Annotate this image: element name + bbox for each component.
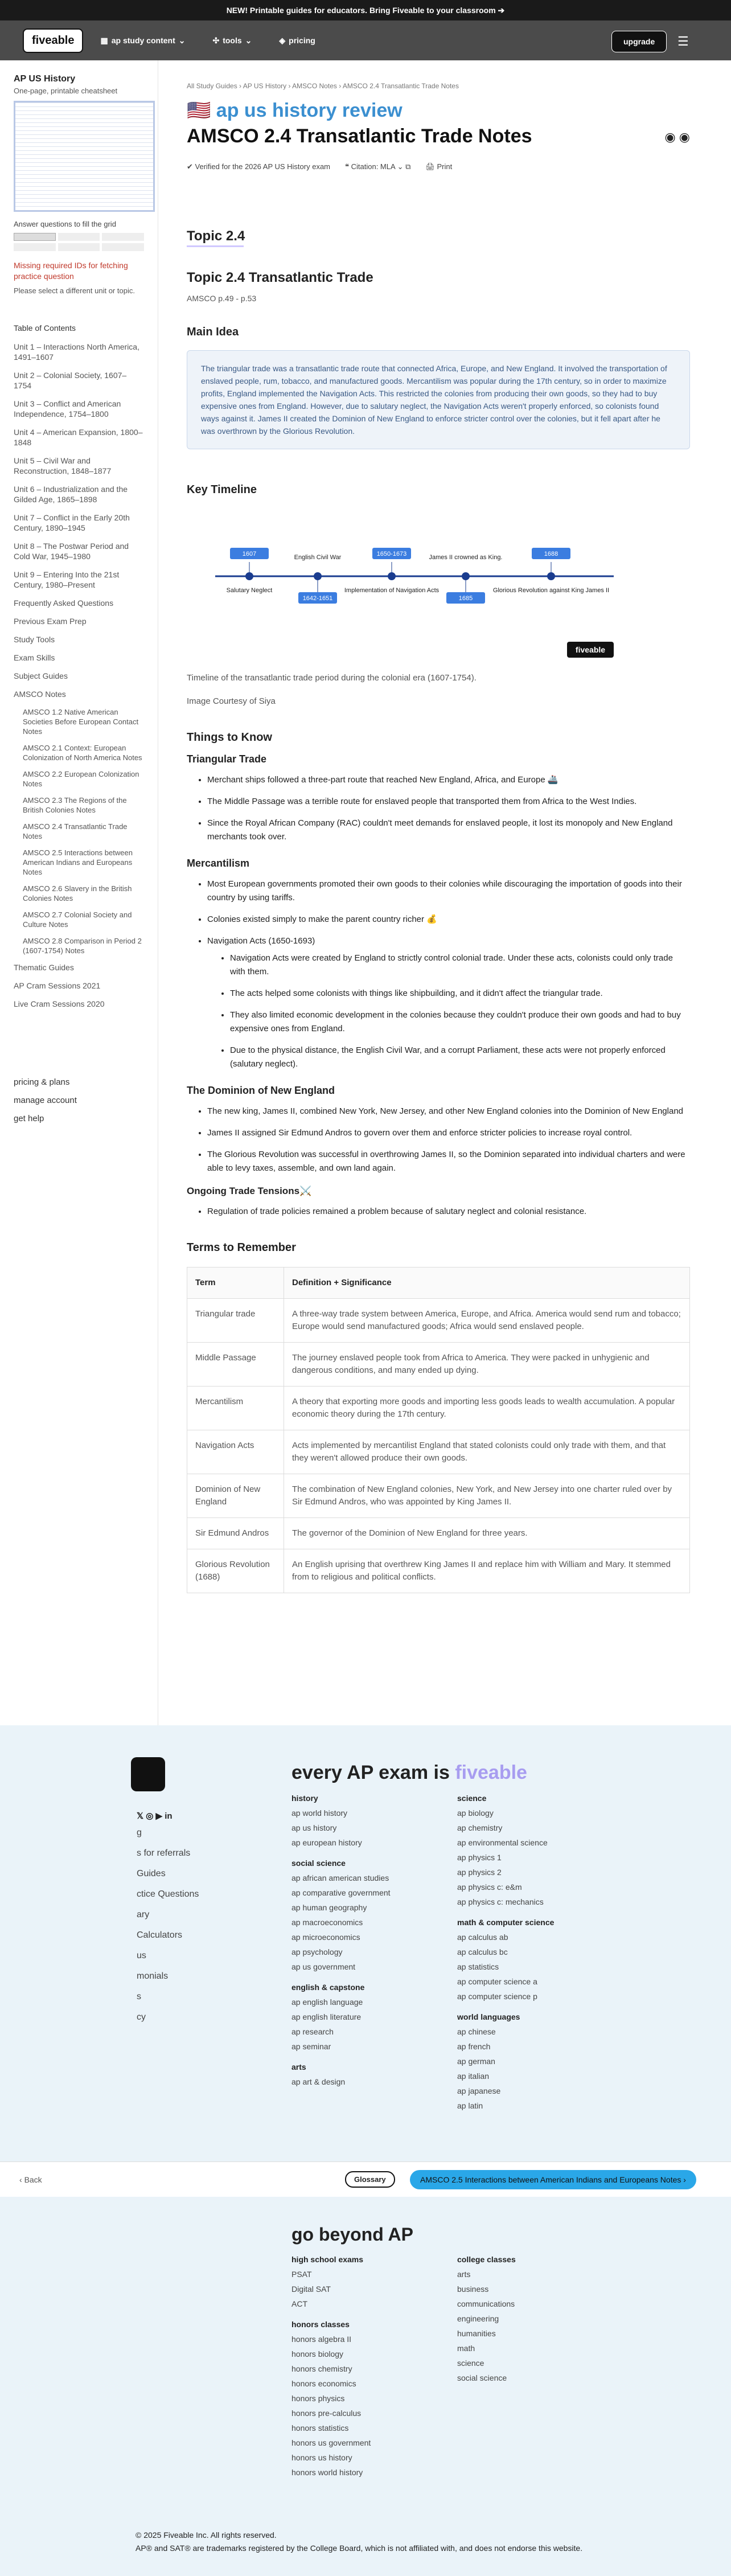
toc-item[interactable]: Unit 3 – Conflict and American Independence, 1754–1800 [14,399,121,419]
top-nav [0,20,731,60]
footer-col-heading: high school exams [291,2255,364,2264]
next-topic-button[interactable]: AMSCO 2.5 Interactions between American Indians and Europeans Notes › [410,2170,696,2189]
timeline-year: 1685 [458,595,473,602]
footer-left-link[interactable]: ctice Questions [137,1889,199,1899]
footer-link[interactable]: ap us history [291,1823,337,1832]
table-row [187,1299,690,1343]
footer-link[interactable]: ap research [291,2027,334,2036]
term-cell: Glorious Revolution (1688) [187,1549,284,1593]
toc-item[interactable]: Unit 5 – Civil War and Reconstruction, 1848–1877 [14,456,112,475]
footer-link[interactable]: ap physics c: e&m [457,1882,522,1892]
footer-link[interactable]: ap world history [291,1808,348,1818]
footer-link[interactable]: honors biology [291,2349,344,2358]
term-cell: Dominion of New England [187,1474,284,1518]
timeline-heading: Key Timeline [187,483,257,496]
help-link[interactable]: get help [14,1114,44,1123]
toc-subitem[interactable]: AMSCO 2.8 Comparison in Period 2 (1607-1754) Notes [23,937,142,955]
tag-icon: ◈ [279,35,286,45]
list-item: • Most European governments promoted their own goods to their colonies while discouraging the importation of goods into their country by using tariffs. [207,877,690,905]
merc-list [187,877,690,948]
definition-cell: A theory that exporting more goods and importing less goods leads to wealth accumulation. A popular economic theory during the 17th century. [284,1387,690,1430]
timeline-label: Implementation of Navigation Acts [344,587,440,594]
error-text: Missing required IDs for fetching practice question [14,261,128,281]
chevron-down-icon: ⌄ [245,35,252,45]
meta-bar [187,162,690,171]
toc-item[interactable]: Exam Skills [14,653,55,662]
footer-left-link[interactable]: g [137,1828,142,1837]
footer-col-2 [457,1782,554,2116]
know-heading: Things to Know [187,731,272,744]
main-content [187,60,690,1593]
footer-link[interactable]: humanities [457,2329,496,2338]
copyright: © 2025 Fiveable Inc. All rights reserved. [135,2530,277,2540]
footer-link[interactable]: ap japanese [457,2086,501,2095]
footer-link[interactable]: ap african american studies [291,1873,389,1882]
list-item: • Regulation of trade policies remained a problem because of salutary neglect and colonial resistance. [207,1205,690,1219]
list-item: • Colonies existed simply to make the parent country richer 💰 [207,913,690,926]
image-credit: Image Courtesy of Siya [187,696,276,706]
table-row [187,1474,690,1518]
footer-link[interactable]: engineering [457,2314,499,2323]
footer-link[interactable]: business [457,2284,489,2294]
footer-heading: every AP exam is fiveable [291,1762,527,1783]
tri-list [187,773,690,844]
dom-list [187,1105,690,1175]
toc-item[interactable]: Subject Guides [14,671,68,680]
toc-subitem[interactable]: AMSCO 1.2 Native American Societies Before European Contact Notes [23,708,139,736]
page-range: AMSCO p.49 - p.53 [187,294,257,303]
upgrade-button[interactable]: upgrade [611,31,667,52]
footer-link[interactable]: ap chemistry [457,1823,503,1832]
footer-col-3 [291,2243,371,2483]
nav-study-content[interactable]: ▦ ap study content ⌄ [100,35,186,45]
list-item: • Merchant ships followed a three-part route that reached New England, Africa, and Europe 🚢 [207,773,690,787]
toc-subitem[interactable]: AMSCO 2.4 Transatlantic Trade Notes [23,822,128,840]
footer-link[interactable]: ap environmental science [457,1838,548,1847]
footer-col-1 [291,1782,391,2092]
toc-subitem[interactable]: AMSCO 2.2 European Colonization Notes [23,770,139,788]
page-title: AMSCO 2.4 Transatlantic Trade Notes [187,125,532,147]
timeline-svg [187,519,688,673]
citation-select[interactable]: ❝ Citation: MLA ⌄ ⧉ [345,162,411,171]
footer-link[interactable]: ap english literature [291,2012,362,2021]
footer-link[interactable]: honors economics [291,2379,356,2388]
footer-link[interactable]: ap computer science a [457,1977,537,1986]
social-icons[interactable]: 𝕏 ◎ ▶ in [137,1811,173,1821]
toc-list [14,342,144,1009]
footer-left-link[interactable]: s for referrals [137,1848,191,1858]
footer-heading-2: go beyond AP [291,2224,413,2245]
footer-link[interactable]: ap calculus bc [457,1947,508,1956]
footer-link[interactable]: honors chemistry [291,2364,352,2373]
definition-cell: The journey enslaved people took from Africa to America. They were packed in unhygienic and dangerous conditions, and many ended up dying. [284,1343,690,1387]
toc-subitem[interactable]: AMSCO 2.1 Context: European Colonization of North America Notes [23,744,142,762]
footer-col-heading: honors classes [291,2320,350,2329]
footer-link[interactable]: PSAT [291,2270,312,2279]
footer-col-heading: science [457,1794,487,1803]
list-item: • The Middle Passage was a terrible route for enslaved people that transported them from Africa to the West Indies. [207,795,690,809]
footer-left-link[interactable]: ary [137,1910,150,1919]
timeline-label: Salutary Neglect [226,587,273,594]
footer-link[interactable]: ap art & design [291,2077,346,2086]
footer-link[interactable]: science [457,2358,484,2368]
footer-link[interactable]: ap latin [457,2101,483,2110]
select-text: Please select a different unit or topic. [14,286,135,295]
def-col: Definition + Significance [284,1268,690,1299]
dom-heading: The Dominion of New England [187,1085,335,1096]
print-button[interactable]: 🖨 Print [425,162,453,171]
footer-col-heading: english & capstone [291,1983,365,1992]
grid-label: Answer questions to fill the grid [14,220,116,228]
announcement-banner[interactable]: NEW! Printable guides for educators. Bring Fiveable to your classroom ➔ [0,0,731,20]
footer-link[interactable]: ap seminar [291,2042,331,2051]
toc-item[interactable]: Frequently Asked Questions [14,598,114,608]
footer-link[interactable]: ap french [457,2042,491,2051]
sidebar-links [14,1077,144,1124]
glossary-button[interactable]: Glossary [345,2171,395,2188]
footer-left-links [137,1828,199,2033]
toc-subitem[interactable]: AMSCO 2.6 Slavery in the British Colonies Notes [23,884,132,903]
share-icons[interactable]: ◉ ◉ [664,130,690,144]
breadcrumb[interactable]: All Study Guides › AP US History › AMSCO Notes › AMSCO 2.4 Transatlantic Trade Notes [187,82,459,90]
back-button[interactable]: ‹ Back [19,2175,42,2184]
footer-link[interactable]: honors us history [291,2453,352,2462]
list-item: • Navigation Acts (1650-1693) [207,934,690,948]
definition-cell: An English uprising that overthrew King James II and replace him with William and Mary. It stemmed from to religious and political conflicts. [284,1549,690,1593]
toc-item[interactable]: Unit 7 – Conflict in the Early 20th Century, 1890–1945 [14,513,130,532]
footer-link[interactable]: ap biology [457,1808,494,1818]
footer-col-heading: college classes [457,2255,516,2264]
footer-link[interactable]: ap macroeconomics [291,1918,363,1927]
toc-item[interactable]: AMSCO Notes [14,690,66,699]
footer-link[interactable]: ACT [291,2299,307,2308]
footer-left-link[interactable]: cy [137,2012,146,2022]
toc-subitem[interactable]: AMSCO 2.5 Interactions between American Indians and Europeans Notes [23,848,133,876]
footer-left-link[interactable]: Calculators [137,1930,183,1940]
footer-col-heading: math & computer science [457,1918,555,1927]
list-item: • They also limited economic development in the colonies because they couldn't produce their own goods and had to buy expensive ones from England. [230,1008,690,1036]
timeline-label: English Civil War [294,554,342,561]
timeline-label: James II crowned as King. [429,554,503,561]
toc-subitem[interactable]: AMSCO 2.7 Colonial Society and Culture Notes [23,910,132,929]
list-item: • The new king, James II, combined New York, New Jersey, and other New England colonies into the Dominion of New England [207,1105,690,1118]
definition-cell: The governor of the Dominion of New England for three years. [284,1518,690,1549]
footer-link[interactable]: ap comparative government [291,1888,391,1897]
svg-text:fiveable: fiveable [575,645,606,654]
account-link[interactable]: manage account [14,1096,77,1105]
footer-left-link[interactable]: s [137,1992,141,2001]
ong-list [187,1205,690,1219]
timeline-label: Glorious Revolution against King James II [492,587,610,594]
footer-link[interactable]: communications [457,2299,515,2308]
nav-pricing[interactable]: ◈ pricing [279,35,315,45]
list-item: • Since the Royal African Company (RAC) couldn't meet demands for enslaved people, it lost its monopoly and New England merchants took over. [207,817,690,844]
timeline-year: 1607 [242,551,257,557]
toc-item[interactable]: Study Tools [14,635,55,644]
verified-badge: ✔ Verified for the 2026 AP US History exam [187,162,331,171]
table-row [187,1387,690,1430]
list-item: • The Glorious Revolution was successful in overthrowing James II, so the Dominion separated into individual charters and were able to levy taxes, assemble, and own land again. [207,1148,690,1175]
toc-item[interactable]: Unit 4 – American Expansion, 1800–1848 [14,428,143,447]
toc-item[interactable]: Unit 1 – Interactions North America, 1491–1607 [14,342,139,362]
term-col: Term [187,1268,284,1299]
footer-link[interactable]: ap computer science p [457,1992,537,2001]
footer-link[interactable]: ap english language [291,1997,363,2007]
timeline-year: 1642-1651 [302,595,333,602]
term-cell: Middle Passage [187,1343,284,1387]
footer-link[interactable]: math [457,2344,475,2353]
toc-item[interactable]: Unit 2 – Colonial Society, 1607–1754 [14,371,127,390]
menu-icon[interactable]: ☰ [677,34,689,48]
footer-link[interactable]: ap statistics [457,1962,499,1971]
main-idea-heading: Main Idea [187,326,239,338]
table-row [187,1430,690,1474]
topic-subheading: Topic 2.4 Transatlantic Trade [187,270,373,285]
footer-link[interactable]: arts [457,2270,471,2279]
terms-heading: Terms to Remember [187,1241,296,1254]
pricing-link[interactable]: pricing & plans [14,1077,70,1087]
footer-link[interactable]: Digital SAT [291,2284,331,2294]
table-row [187,1549,690,1593]
toc-item[interactable]: Unit 9 – Entering Into the 21st Century, 1980–Present [14,570,120,589]
terms-table [187,1267,690,1593]
main-idea-callout: The triangular trade was a transatlantic trade route that connected Africa, Europe, and New England. It involved the transportation of enslaved people, rum, tobacco, and manufactured goods. Mercantilism was popular during the 17th century, so in order to maximize profits, England implemented the Navigation Acts. This restricted the colonies from producing their own goods, so they had to buy expensive ones from England. However, due to salutary neglect, the Navigation Acts weren't properly enforced, so colonists found ways against it. James II created the Dominion of New England to enforce stricter control over the colonies, but it fell apart after he was overthrown by the Glorious Revolution. [187,350,690,449]
ong-heading: Ongoing Trade Tensions⚔️ [187,1186,312,1196]
term-cell: Navigation Acts [187,1430,284,1474]
tools-icon: ✣ [212,35,220,45]
footer-link[interactable]: ap chinese [457,2027,496,2036]
footer-link[interactable]: ap european history [291,1838,362,1847]
nav-tools[interactable]: ✣ tools ⌄ [212,35,252,45]
footer-link[interactable]: ap physics c: mechanics [457,1897,544,1906]
sidebar-subtitle: One-page, printable cheatsheet [14,87,118,95]
footer-link[interactable]: honors statistics [291,2423,349,2433]
nav-acts-list [187,951,690,1071]
merc-heading: Mercantilism [187,858,250,869]
subject-heading: 🇺🇸 ap us history review [187,100,403,121]
footer-col-heading: arts [291,2062,306,2072]
list-item: • Navigation Acts were created by England to strictly control colonial trade. Under these acts, colonists could only trade with them. [230,951,690,979]
fiveable-watermark [567,642,614,658]
footer-logo[interactable] [131,1757,165,1791]
footer-left-link[interactable]: Guides [137,1869,166,1878]
progress-grid [14,233,144,241]
footer-left-link[interactable]: us [137,1951,146,1960]
footer-col-heading: world languages [457,2012,520,2021]
toc-item[interactable]: Previous Exam Prep [14,617,87,626]
term-cell: Mercantilism [187,1387,284,1430]
list-item: • James II assigned Sir Edmund Andros to govern over them and enforce stricter policies to increase royal control. [207,1126,690,1140]
table-row [187,1343,690,1387]
list-item: • The acts helped some colonists with things like shipbuilding, and it didn't affect the triangular trade. [230,987,690,1000]
footer-col-heading: social science [291,1859,346,1868]
footer-link[interactable]: ap german [457,2057,495,2066]
footer-link[interactable]: ap physics 1 [457,1853,502,1862]
list-item: • Due to the physical distance, the English Civil War, and a corrupt Parliament, these acts were not properly enforced (salutary neglect). [230,1044,690,1071]
footer-link[interactable]: ap italian [457,2072,490,2081]
term-cell: Sir Edmund Andros [187,1518,284,1549]
timeline-year: 1650-1673 [376,551,407,557]
footer-link[interactable]: honors us government [291,2438,371,2447]
topic-heading: Topic 2.4 [187,228,245,244]
grid-icon: ▦ [100,35,108,45]
cheatsheet-thumbnail[interactable] [14,101,155,212]
footer-link[interactable]: honors algebra II [291,2335,352,2344]
footer-link[interactable]: ap calculus ab [457,1933,508,1942]
bottom-nav-bar [0,2161,731,2197]
timeline-caption: Timeline of the transatlantic trade period during the colonial era (1607-1754). [187,673,477,683]
definition-cell: A three-way trade system between America, Europe, and Africa. America would send rum and tobacco; Europe would send manufactured goods; Africa would send enslaved people. [284,1299,690,1343]
term-cell: Triangular trade [187,1299,284,1343]
footer-link[interactable]: honors physics [291,2394,345,2403]
definition-cell: Acts implemented by mercantilist England that stated colonists could only trade with them, and that they weren't allowed produce their own goods. [284,1430,690,1474]
footer [0,1725,731,2576]
table-row [187,1518,690,1549]
footer-col-heading: history [291,1794,318,1803]
definition-cell: The combination of New England colonies, New York, and New Jersey into one charter ruled over by Sir Edmund Andros, who was appointed by King James II. [284,1474,690,1518]
sidebar-title: AP US History [14,74,76,84]
chevron-down-icon: ⌄ [178,35,186,45]
toc-subitem[interactable]: AMSCO 2.3 The Regions of the British Colonies Notes [23,796,127,814]
footer-link[interactable]: ap physics 2 [457,1868,502,1877]
footer-link[interactable]: ap human geography [291,1903,367,1912]
footer-col-4 [457,2243,516,2388]
toc-item[interactable]: Thematic Guides [14,963,74,972]
toc-item[interactable]: Live Cram Sessions 2020 [14,999,105,1008]
tri-heading: Triangular Trade [187,753,267,765]
footer-link[interactable]: ap us government [291,1962,356,1971]
toc-item[interactable]: Unit 6 – Industrialization and the Gilded Age, 1865–1898 [14,485,128,504]
trademark: AP® and SAT® are trademarks registered by the College Board, which is not affiliated with, and does not endorse this website. [135,2544,583,2553]
footer-link[interactable]: ap psychology [291,1947,343,1956]
footer-left-link[interactable]: monials [137,1971,169,1981]
footer-link[interactable]: honors pre-calculus [291,2409,362,2418]
timeline-year: 1688 [544,551,558,557]
timeline-figure [187,519,690,673]
footer-link[interactable]: honors world history [291,2468,363,2477]
toc-title: Table of Contents [14,323,76,333]
toc-item[interactable]: AP Cram Sessions 2021 [14,981,101,990]
footer-link[interactable]: ap microeconomics [291,1933,360,1942]
fiveable-logo[interactable]: fiveable [23,28,83,53]
footer-link[interactable]: social science [457,2373,507,2382]
toc-item[interactable]: Unit 8 – The Postwar Period and Cold War, 1945–1980 [14,542,129,561]
